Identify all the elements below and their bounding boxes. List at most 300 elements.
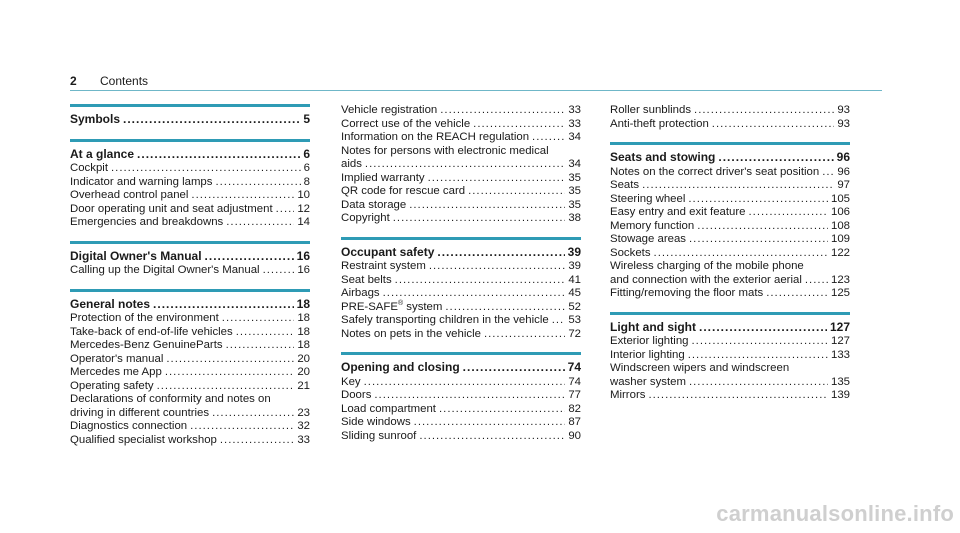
toc-entry[interactable]: [70, 176, 310, 190]
leader-dots: [822, 166, 834, 180]
toc-entry[interactable]: [341, 403, 581, 417]
entry-page: 96: [837, 165, 850, 178]
toc-section: [341, 226, 581, 342]
toc-entry[interactable]: [341, 301, 581, 315]
toc-section: [70, 278, 310, 448]
entry-page: 21: [297, 379, 310, 392]
entry-label: [70, 434, 217, 448]
leader-dots: [689, 233, 828, 247]
toc-entry[interactable]: [70, 366, 310, 380]
leader-dots: [805, 274, 828, 288]
section-gap: [70, 230, 310, 241]
entry-label: [610, 179, 639, 193]
entry-page: 35: [568, 198, 581, 211]
leader-dots: [688, 193, 828, 207]
watermark: carmanualsonline.info: [716, 501, 954, 526]
entry-label: [341, 199, 406, 213]
entry-label: [341, 389, 371, 403]
toc-section: [341, 341, 581, 443]
toc-entry[interactable]: [341, 376, 581, 390]
entry-label: [70, 216, 223, 230]
section-page: 39: [567, 244, 581, 259]
entry-label-text: Anti-theft protection: [610, 117, 709, 130]
entry-page: 39: [568, 260, 581, 272]
section-page: 96: [836, 150, 850, 164]
entry-label: [610, 247, 651, 261]
leader-dots: [654, 247, 828, 261]
leader-dots: [699, 321, 827, 335]
leader-dots: [689, 376, 828, 390]
toc-entry[interactable]: [341, 104, 581, 118]
entry-label-text: Interior lighting: [610, 348, 685, 361]
entry-label: [341, 328, 481, 342]
header-divider: [70, 90, 882, 91]
entry-label: [70, 326, 233, 340]
entry-label: [70, 366, 162, 380]
toc-entry[interactable]: [341, 185, 581, 199]
section-gap: [70, 278, 310, 289]
entry-label: [70, 176, 212, 190]
leader-dots: [484, 328, 565, 342]
entry-page: 106: [830, 206, 850, 218]
entry-label-text: and connection with the exterior aerial: [610, 273, 802, 286]
toc-entry[interactable]: [610, 376, 850, 390]
toc-entry[interactable]: [70, 380, 310, 394]
entry-label-text: Memory function: [610, 219, 695, 232]
entry-label: [341, 403, 436, 417]
entry-page: 16: [297, 264, 310, 276]
toc-section: [70, 104, 310, 127]
entry-label: [610, 233, 686, 247]
entry-label-text: Roller sunblinds: [610, 104, 692, 116]
entry-label: [341, 185, 465, 199]
entry-page: 90: [568, 429, 581, 442]
toc-entry[interactable]: [70, 434, 310, 448]
entry-label-text: Mercedes-Benz GenuineParts: [70, 339, 223, 351]
entry-label: [341, 118, 470, 132]
toc-entry-line[interactable]: Notes for persons with electronic medical: [341, 144, 549, 157]
toc-entry[interactable]: [341, 118, 581, 132]
leader-dots: [220, 434, 294, 448]
entry-label: [610, 335, 689, 349]
toc-entry[interactable]: [341, 430, 581, 444]
section-title: Digital Owner's Manual: [70, 248, 202, 263]
leader-dots: [226, 216, 294, 230]
section-heading[interactable]: [610, 151, 850, 165]
entry-page: 20: [297, 366, 310, 378]
entry-label: [341, 430, 416, 444]
leader-dots: [648, 389, 828, 403]
entry-page: 127: [830, 335, 850, 347]
entry-page: 133: [830, 348, 850, 361]
toc-entry[interactable]: [341, 260, 581, 274]
toc-entry[interactable]: [341, 274, 581, 288]
entry-label-suffix: system: [403, 300, 443, 313]
toc-section: [610, 301, 850, 403]
toc-entry[interactable]: [341, 314, 581, 328]
toc-entry[interactable]: [341, 172, 581, 186]
section-gap: [70, 128, 310, 139]
toc-column-2: [341, 104, 581, 443]
section-title: Symbols: [70, 112, 121, 126]
entry-page: 38: [568, 212, 581, 224]
entry-label: [610, 287, 763, 301]
leader-dots: [697, 220, 828, 234]
toc-entry[interactable]: [610, 335, 850, 349]
section-rule: [610, 312, 850, 315]
leader-dots: [749, 206, 828, 220]
entry-page: 93: [837, 117, 850, 130]
entry-label-text: Door operating unit and seat adjustment: [70, 202, 273, 215]
entry-label-text: Sockets: [610, 246, 651, 259]
leader-dots: [473, 118, 565, 132]
toc-entry[interactable]: [70, 216, 310, 230]
leader-dots: [414, 416, 566, 430]
section-title: Opening and closing: [341, 360, 460, 374]
leader-dots: [191, 189, 294, 203]
leader-dots: [222, 312, 295, 326]
entry-label-text: Vehicle registration: [341, 104, 438, 116]
toc-entry[interactable]: [610, 118, 850, 132]
leader-dots: [374, 389, 565, 403]
leader-dots: [437, 246, 564, 260]
leader-dots: [236, 326, 295, 340]
section-heading[interactable]: [341, 361, 581, 375]
section-heading[interactable]: [70, 113, 310, 127]
entry-page: 97: [837, 179, 850, 191]
entry-page: 6: [303, 162, 310, 174]
entry-label-text: Overhead control panel: [70, 189, 189, 201]
toc-entry[interactable]: [70, 203, 310, 217]
leader-dots: [552, 314, 566, 328]
leader-dots: [395, 274, 566, 288]
entry-label-text: Protection of the environment: [70, 312, 219, 324]
entry-label-text: Fitting/removing the floor mats: [610, 287, 764, 299]
leader-dots: [712, 118, 835, 132]
entry-label-text: Exterior lighting: [610, 335, 689, 347]
toc-entry[interactable]: [341, 199, 581, 213]
toc-entry-line[interactable]: Wireless charging of the mobile phone: [610, 260, 804, 272]
leader-dots: [468, 185, 565, 199]
toc-entry[interactable]: [341, 212, 581, 226]
entry-label: [70, 189, 188, 203]
entry-page: 18: [297, 325, 310, 338]
entry-label: [70, 264, 260, 278]
leader-dots: [409, 199, 565, 213]
entry-page: 14: [297, 216, 310, 228]
entry-label: [610, 220, 694, 234]
section-page: 18: [296, 296, 310, 311]
entry-label: [341, 172, 425, 186]
entry-label-text: washer system: [610, 375, 686, 388]
toc-section: [70, 230, 310, 278]
section-title: Light and sight: [610, 319, 696, 334]
entry-page: 45: [568, 287, 581, 299]
entry-label: [341, 131, 529, 145]
entry-label-text: Doors: [341, 389, 372, 401]
toc-entry-line[interactable]: Windscreen wipers and windscreen: [610, 362, 790, 374]
leader-dots: [226, 339, 295, 353]
entry-page: 52: [568, 300, 581, 313]
entry-page: 72: [568, 327, 581, 340]
toc-entry[interactable]: [70, 162, 310, 176]
entry-page: 33: [568, 104, 581, 116]
entry-label: [341, 416, 411, 430]
entry-page: 74: [568, 375, 581, 388]
leader-dots: [263, 264, 295, 278]
leader-dots: [276, 203, 295, 217]
section-gap: [341, 226, 581, 237]
toc-entry[interactable]: [610, 193, 850, 207]
entry-label: [610, 389, 645, 403]
entry-label-text: Seat belts: [341, 273, 392, 286]
toc-entry[interactable]: [610, 206, 850, 220]
toc-entry[interactable]: [70, 353, 310, 367]
entry-label-text: Steering wheel: [610, 192, 686, 205]
section-heading[interactable]: [70, 148, 310, 162]
entry-label: [610, 376, 686, 390]
section-title: General notes: [70, 296, 151, 311]
toc-entry-line[interactable]: Declarations of conformity and notes on: [70, 393, 271, 405]
toc-entry[interactable]: [341, 131, 581, 145]
entry-label-text: Implied warranty: [341, 171, 425, 184]
section-rule: [610, 142, 850, 145]
entry-label-text: Side windows: [341, 416, 411, 428]
entry-label: [70, 312, 219, 326]
entry-label-text: driving in different countries: [70, 406, 210, 419]
entry-label: [70, 203, 273, 217]
leader-dots: [419, 430, 565, 444]
entry-label: [341, 287, 380, 301]
entry-label: [341, 376, 361, 390]
leader-dots: [445, 301, 565, 315]
page-number: 2: [70, 74, 77, 88]
leader-dots: [532, 131, 565, 145]
entry-page: 35: [568, 171, 581, 184]
toc-entry[interactable]: [610, 233, 850, 247]
entry-label-text: PRE-SAFE: [341, 300, 398, 313]
leader-dots: [642, 179, 834, 193]
entry-label: [610, 118, 709, 132]
section-rule: [70, 241, 310, 244]
leader-dots: [111, 162, 301, 176]
entry-page: 33: [568, 117, 581, 130]
toc-entry[interactable]: [70, 189, 310, 203]
toc-entry[interactable]: [610, 179, 850, 193]
entry-label: [341, 104, 437, 118]
entry-label: [70, 407, 209, 421]
toc-entry[interactable]: [70, 326, 310, 340]
toc-entry[interactable]: [610, 274, 850, 288]
entry-page: 123: [830, 273, 850, 286]
leader-dots: [365, 158, 565, 172]
toc-entry[interactable]: [610, 247, 850, 261]
toc-entry[interactable]: [341, 328, 581, 342]
toc-entry[interactable]: [610, 166, 850, 180]
entry-label-text: Stowage areas: [610, 233, 686, 245]
entry-label: [341, 260, 426, 274]
section-rule: [70, 289, 310, 292]
entry-label: [341, 314, 549, 328]
toc-entry[interactable]: [70, 420, 310, 434]
entry-label-text: Data storage: [341, 198, 407, 211]
entry-label: [341, 212, 390, 226]
entry-page: 125: [830, 287, 850, 299]
entry-page: 35: [568, 185, 581, 197]
header-title: Contents: [100, 74, 149, 88]
leader-dots: [766, 287, 828, 301]
entry-page: 105: [830, 192, 850, 205]
section-title: At a glance: [70, 146, 135, 161]
section-heading[interactable]: [70, 250, 310, 264]
leader-dots: [692, 335, 828, 349]
entry-label-text: Key: [341, 375, 361, 388]
section-title: Occupant safety: [341, 244, 435, 259]
entry-label-text: Airbags: [341, 287, 380, 299]
entry-label: [610, 274, 802, 288]
entry-page: 108: [830, 219, 850, 232]
entry-page: 87: [568, 416, 581, 428]
entry-page: 41: [568, 273, 581, 286]
entry-page: 8: [303, 175, 310, 188]
section-page: 16: [296, 248, 310, 263]
section-heading[interactable]: [341, 246, 581, 260]
leader-dots: [439, 403, 565, 417]
section-page: 6: [303, 146, 310, 161]
leader-dots: [205, 250, 294, 264]
entry-label-text: Easy entry and exit feature: [610, 206, 746, 218]
entry-page: 82: [568, 402, 581, 415]
toc-entry[interactable]: [70, 312, 310, 326]
entry-label-text: Mercedes me App: [70, 366, 162, 378]
leader-dots: [383, 287, 566, 301]
leader-dots: [215, 176, 300, 190]
entry-label-text: Cockpit: [70, 162, 108, 174]
entry-label: [610, 166, 819, 180]
entry-page: 139: [830, 389, 850, 401]
page-header: [70, 74, 882, 88]
leader-dots: [364, 376, 566, 390]
toc-entry[interactable]: [341, 158, 581, 172]
leader-dots: [429, 260, 566, 274]
section-heading[interactable]: [70, 298, 310, 312]
entry-page: 135: [830, 375, 850, 388]
toc-section: [610, 104, 850, 131]
entry-label: [341, 274, 392, 288]
entry-label-text: Seats: [610, 179, 640, 191]
entry-label: [70, 162, 108, 176]
leader-dots: [166, 353, 294, 367]
toc-entry[interactable]: [341, 416, 581, 430]
toc-entry[interactable]: [610, 104, 850, 118]
leader-dots: [153, 298, 294, 312]
toc-entry[interactable]: [70, 264, 310, 278]
toc-entry[interactable]: [341, 389, 581, 403]
entry-label-text: Restraint system: [341, 260, 426, 272]
entry-page: 122: [830, 246, 850, 259]
leader-dots: [137, 148, 300, 162]
entry-label-text: Load compartment: [341, 402, 436, 415]
entry-page: 77: [568, 389, 581, 401]
section-gap: [610, 131, 850, 142]
leader-dots: [463, 361, 565, 375]
entry-label: [610, 193, 685, 207]
toc-entry[interactable]: [70, 407, 310, 421]
entry-label: [610, 206, 746, 220]
registered-mark: ®: [397, 299, 404, 307]
entry-label-text: Notes on the correct driver's seat position: [610, 165, 820, 178]
entry-page: 34: [568, 158, 581, 170]
entry-label: [610, 104, 691, 118]
entry-page: 53: [568, 314, 581, 326]
leader-dots: [123, 113, 300, 127]
section-gap: [610, 301, 850, 312]
entry-label: [70, 420, 187, 434]
entry-label: [341, 158, 362, 172]
entry-page: 18: [297, 339, 310, 351]
section-rule: [70, 104, 310, 107]
entry-label: [610, 349, 685, 363]
toc-entry[interactable]: [610, 220, 850, 234]
entry-label-text: Emergencies and breakdowns: [70, 216, 224, 228]
entry-page: 10: [297, 189, 310, 201]
leader-dots: [157, 380, 295, 394]
entry-label-text: Information on the REACH regulation: [341, 131, 530, 143]
section-heading[interactable]: [610, 321, 850, 335]
toc-entry[interactable]: [610, 287, 850, 301]
toc-column-1: [70, 104, 310, 447]
section-title: Seats and stowing: [610, 150, 716, 164]
entry-label-text: QR code for rescue card: [341, 185, 466, 197]
section-page: 127: [829, 319, 850, 334]
leader-dots: [393, 212, 566, 226]
toc-section: [610, 131, 850, 301]
entry-page: 20: [297, 352, 310, 365]
entry-label-text: Operating safety: [70, 379, 154, 392]
leader-dots: [440, 104, 565, 118]
leader-dots: [688, 349, 828, 363]
toc-section: [70, 128, 310, 230]
toc-entry[interactable]: [70, 339, 310, 353]
entry-page: 109: [830, 233, 850, 245]
leader-dots: [212, 407, 294, 421]
entry-label-text: Take-back of end-of-life vehicles: [70, 325, 233, 338]
toc-entry[interactable]: [610, 349, 850, 363]
section-rule: [341, 237, 581, 240]
toc-column-3: [610, 104, 850, 403]
entry-label: [70, 339, 223, 353]
entry-page: 34: [568, 131, 581, 143]
entry-label-text: Operator's manual: [70, 352, 164, 365]
entry-label-text: Mirrors: [610, 389, 646, 401]
leader-dots: [428, 172, 566, 186]
section-rule: [70, 139, 310, 142]
toc-entry[interactable]: [610, 389, 850, 403]
leader-dots: [165, 366, 295, 380]
entry-page: 12: [297, 202, 310, 215]
entry-label-text: aids: [341, 158, 362, 170]
toc-entry[interactable]: [341, 287, 581, 301]
entry-label-text: Sliding sunroof: [341, 429, 417, 442]
entry-page: 33: [297, 433, 310, 446]
entry-label-text: Diagnostics connection: [70, 420, 188, 432]
entry-page: 18: [297, 312, 310, 324]
toc-section: [341, 104, 581, 226]
entry-label-text: Calling up the Digital Owner's Manual: [70, 264, 260, 276]
section-gap: [341, 341, 581, 352]
entry-page: 23: [297, 406, 310, 419]
section-rule: [341, 352, 581, 355]
